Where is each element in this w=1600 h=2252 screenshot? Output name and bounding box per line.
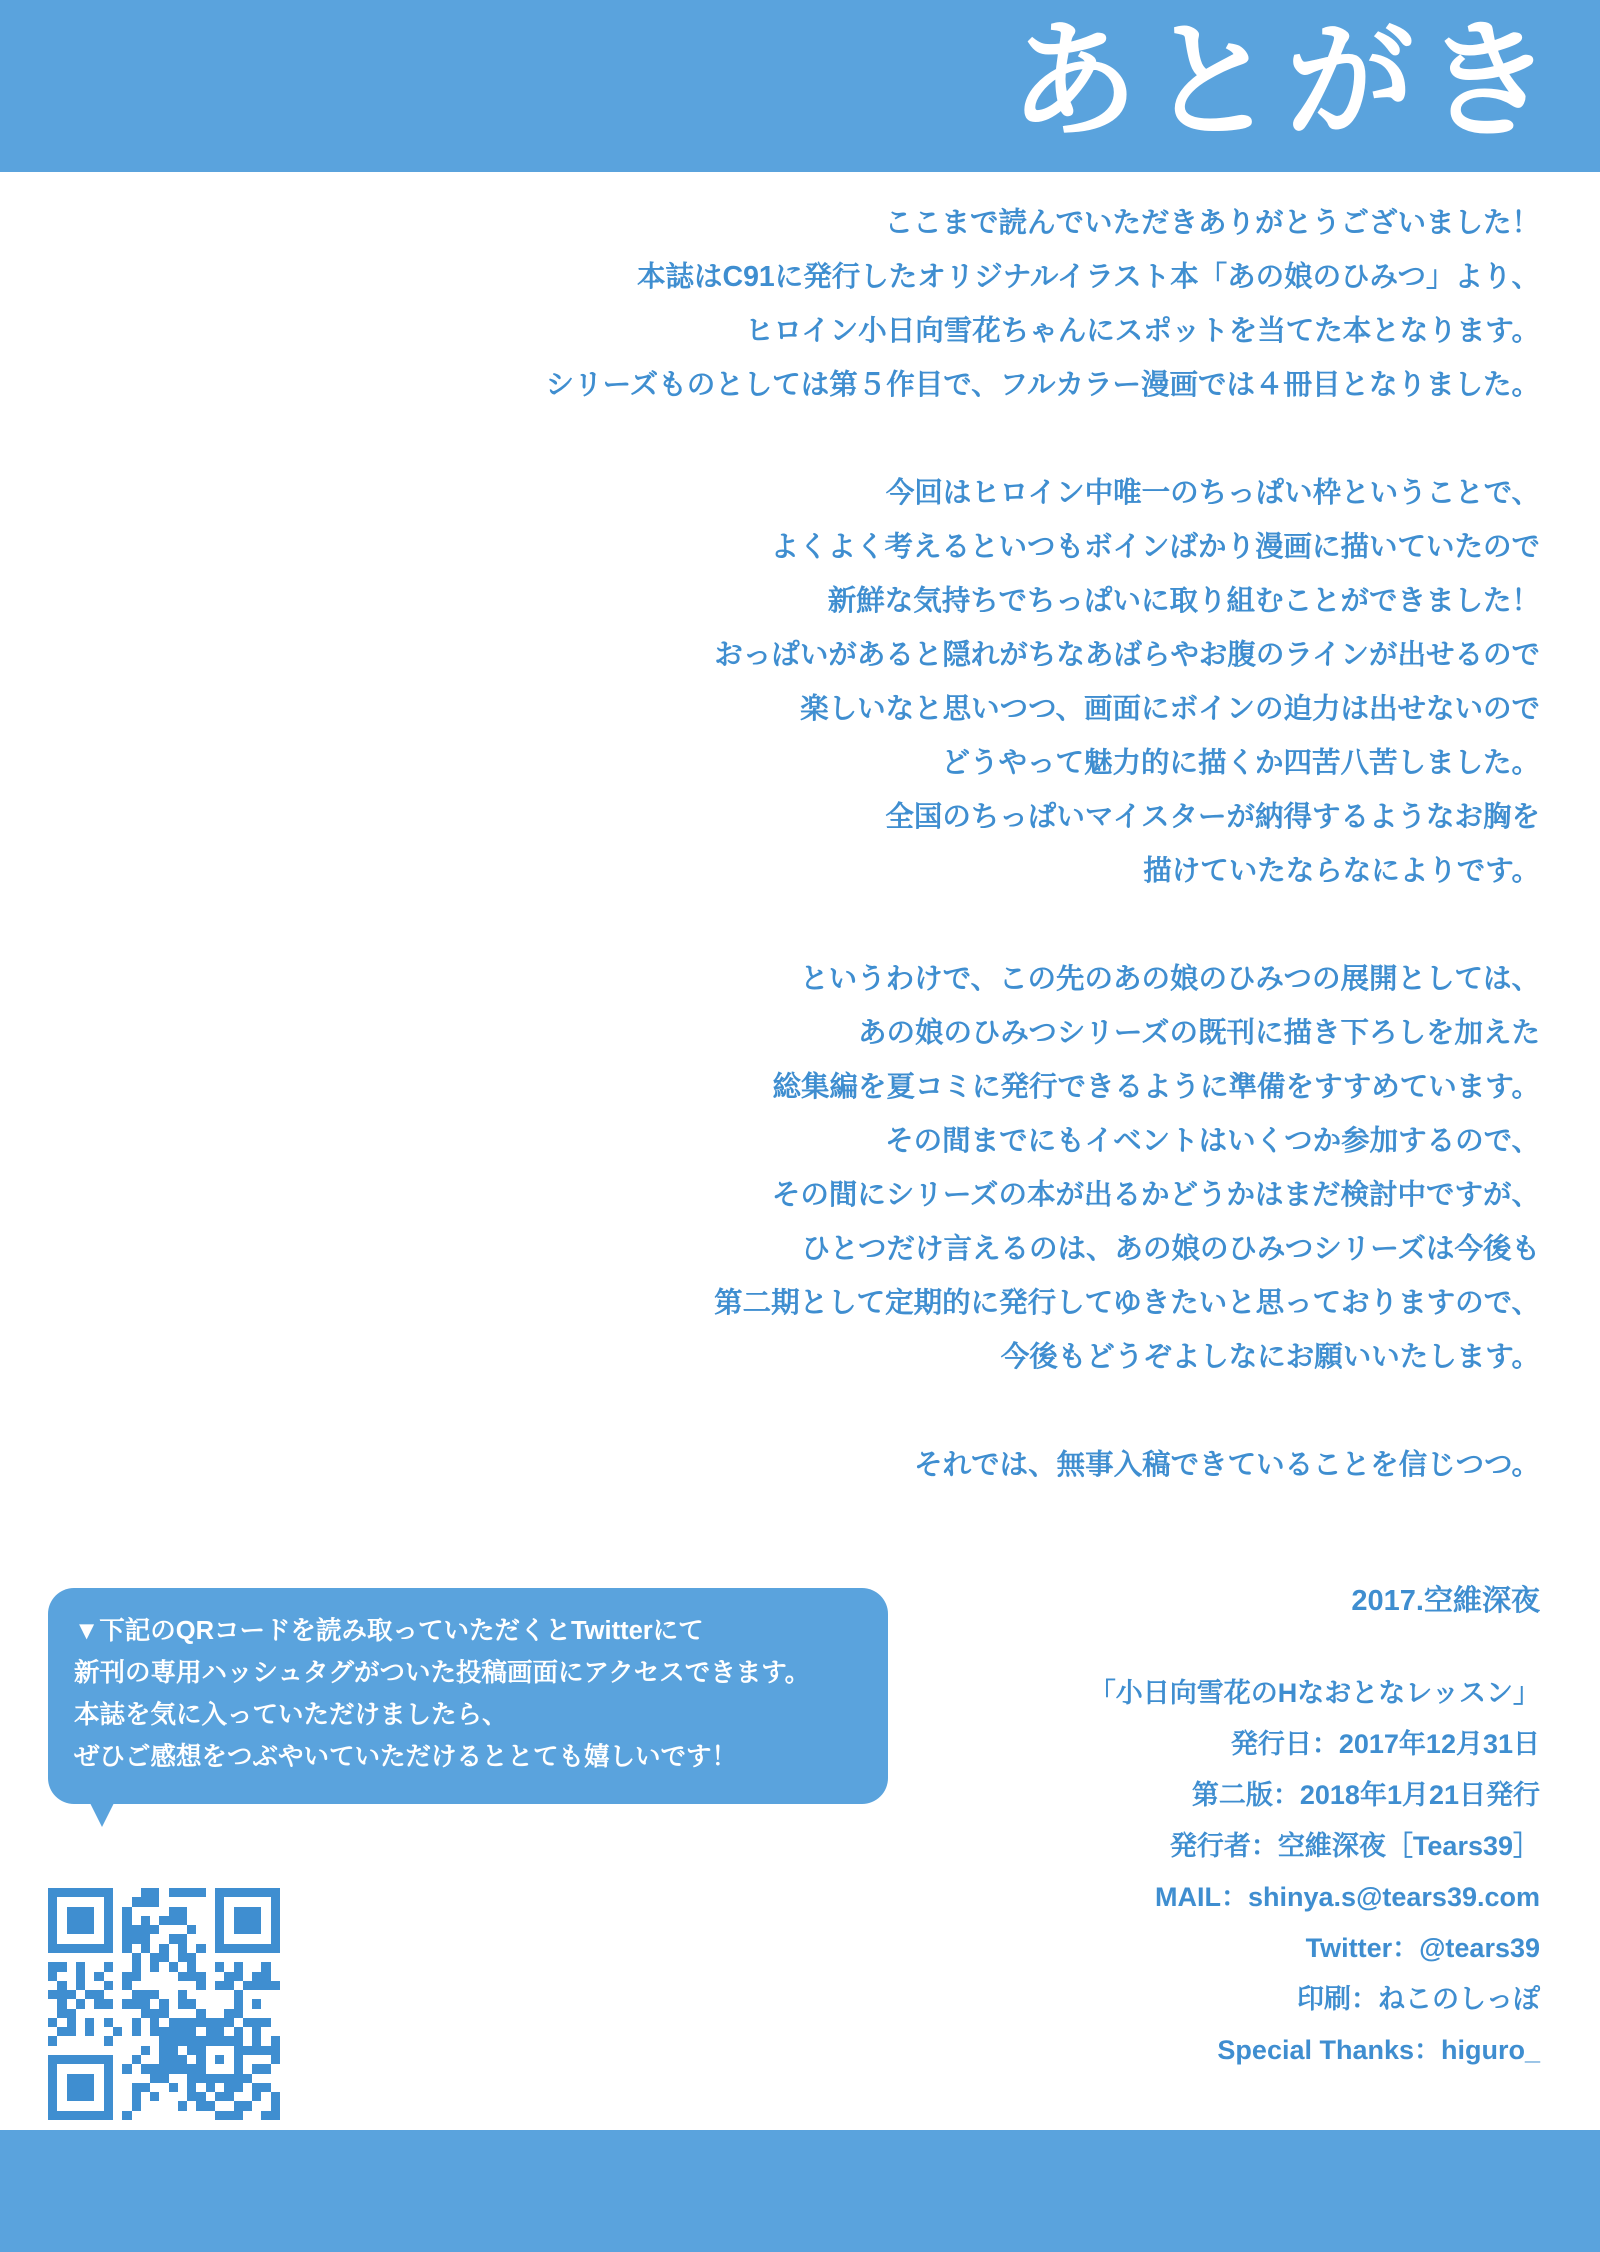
text-line: あの娘のひみつシリーズの既刊に描き下ろしを加えた <box>857 1017 1540 1049</box>
text-line: 本誌はC91に発行したオリジナルイラスト本「あの娘のひみつ」より、 <box>636 261 1540 293</box>
qr-code-matrix <box>48 1888 280 2120</box>
paragraph <box>80 1438 1540 1492</box>
text-line: というわけで、この先のあの娘のひみつの展開としては、 <box>800 963 1540 995</box>
text-line: ▼下記のQRコードを読み取っていただくとTwitterにて <box>74 1617 704 1645</box>
text-line: ヒロイン小日向雪花ちゃんにスポットを当てた本となります。 <box>745 315 1540 347</box>
page-header-banner <box>0 0 1600 172</box>
page-title: あとがき <box>1009 10 1562 153</box>
qr-code[interactable] <box>48 1888 280 2120</box>
paragraph <box>80 466 1540 898</box>
text-line: 新鮮な気持ちでちっぱいに取り組むことができました！ <box>827 585 1540 617</box>
text-line: シリーズものとしては第５作目で、フルカラー漫画では４冊目となりました。 <box>545 369 1540 401</box>
colophon-special-thanks: Special Thanks：higuro_ <box>1217 2035 1540 2065</box>
text-line: ひとつだけ言えるのは、あの娘のひみつシリーズは今後も <box>801 1233 1540 1265</box>
text-line: 全国のちっぱいマイスターが納得するようなお胸を <box>885 801 1540 833</box>
text-line: その間にシリーズの本が出るかどうかはまだ検討中ですが、 <box>771 1179 1540 1211</box>
colophon-publish-date: 発行日：2017年12月31日 <box>1230 1729 1540 1759</box>
paragraph <box>80 196 1540 412</box>
text-line: 新刊の専用ハッシュタグがついた投稿画面にアクセスできます。 <box>74 1659 811 1687</box>
author-signature: 2017.空維深夜 <box>1351 1585 1540 1617</box>
text-line: どうやって魅力的に描くか四苦八苦しました。 <box>941 747 1540 779</box>
text-line: 本誌を気に入っていただけましたら、 <box>74 1701 508 1729</box>
colophon-printer: 印刷：ねこのしっぽ <box>1297 1984 1540 2014</box>
colophon-title: 「小日向雪花のHなおとなレッスン」 <box>1088 1678 1540 1708</box>
text-line: それでは、無事入稿できていることを信じつつ。 <box>914 1449 1540 1481</box>
paragraph <box>80 952 1540 1384</box>
colophon-twitter: Twitter：@tears39 <box>1305 1933 1540 1963</box>
bubble-tail <box>76 1775 128 1827</box>
text-line: 楽しいなと思いつつ、画面にボインの迫力は出せないので <box>800 693 1540 725</box>
text-line: ここまで読んでいただきありがとうございました！ <box>884 207 1540 239</box>
text-line: 総集編を夏コミに発行できるように準備をすすめています。 <box>772 1071 1540 1103</box>
text-line: ぜひご感想をつぶやいていただけるととても嬉しいです！ <box>74 1743 738 1771</box>
text-line: 第二期として定期的に発行してゆきたいと思っておりますので、 <box>714 1287 1540 1319</box>
colophon <box>640 1668 1540 2076</box>
text-line: 描けていたならなによりです。 <box>1143 855 1540 887</box>
text-line: 今後もどうぞよしなにお願いいたします。 <box>1000 1341 1540 1373</box>
colophon-mail: MAIL：shinya.s@tears39.com <box>1155 1882 1540 1912</box>
page-footer-bar <box>0 2130 1600 2252</box>
text-line: おっぱいがあると隠れがちなあばらやお腹のラインが出せるので <box>714 639 1540 671</box>
text-line: 今回はヒロイン中唯一のちっぱい枠ということで、 <box>885 477 1540 509</box>
text-line: よくよく考えるといつもボインばかり漫画に描いていたので <box>770 531 1540 563</box>
colophon-publisher: 発行者：空維深夜［Tears39］ <box>1169 1831 1540 1861</box>
colophon-second-edition: 第二版：2018年1月21日発行 <box>1191 1780 1540 1810</box>
afterword-body <box>80 196 1540 1492</box>
text-line: その間までにもイベントはいくつか参加するので、 <box>885 1125 1540 1157</box>
